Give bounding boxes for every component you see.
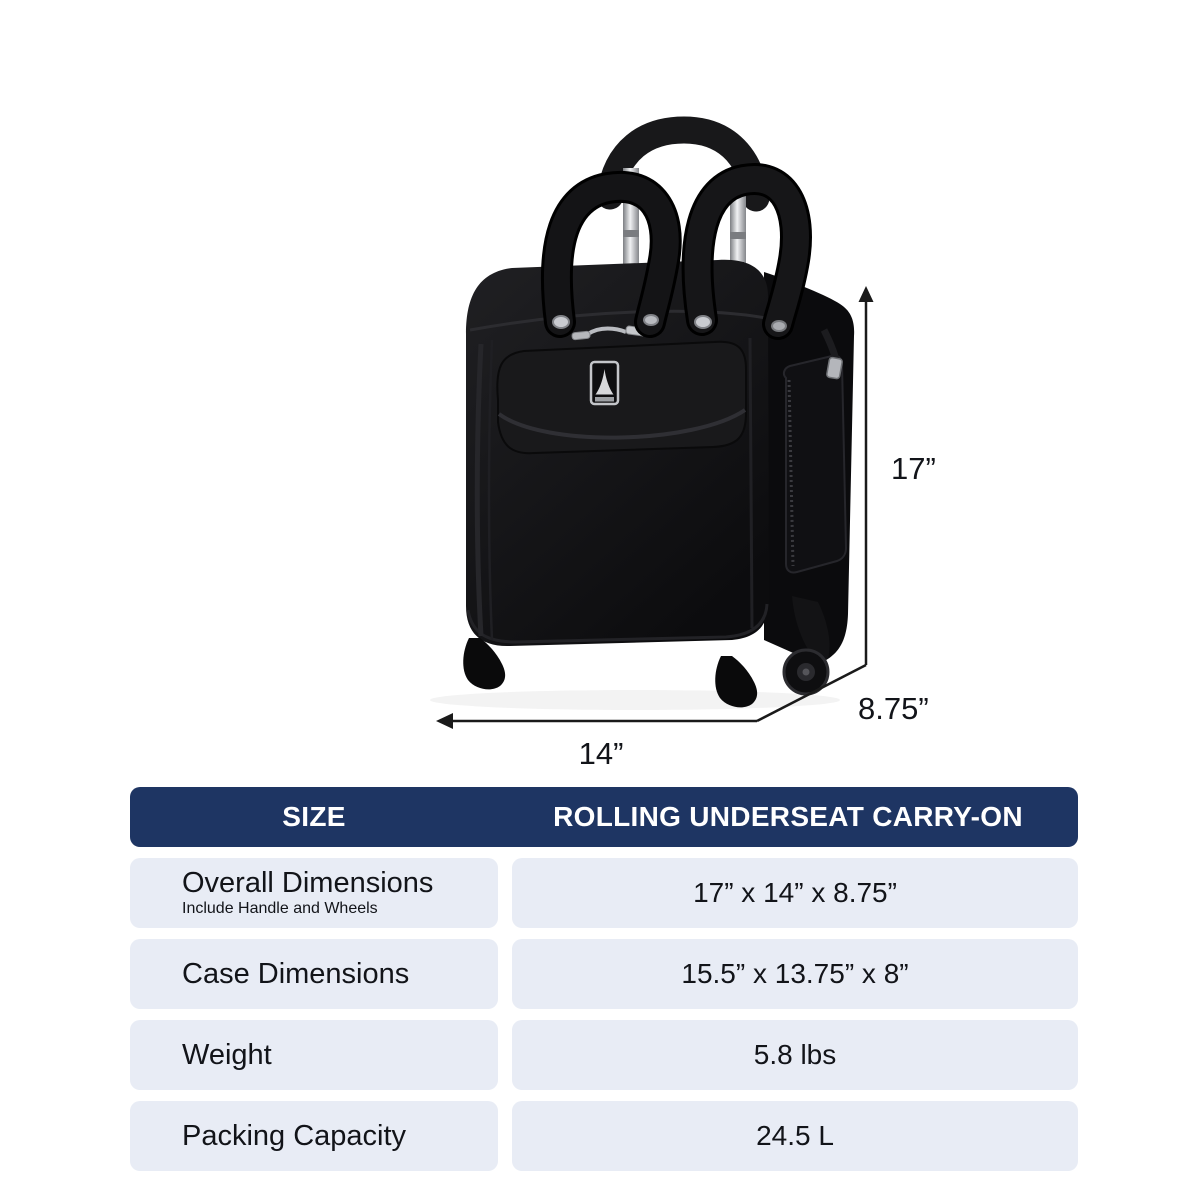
width-dimension-label: 14”: [578, 736, 624, 771]
row-label: Weight: [182, 1038, 272, 1071]
row-value-cell: 24.5 L: [512, 1101, 1078, 1171]
table-header-size: SIZE: [282, 801, 346, 832]
up-arrow-icon: [859, 286, 874, 302]
table-row: [130, 939, 1078, 1009]
ground-shadow: [430, 690, 840, 710]
table-row: [130, 1020, 1078, 1090]
size-spec-table: [130, 787, 1078, 1182]
table-row: [130, 1101, 1078, 1171]
side-pocket: [784, 330, 846, 573]
row-value-cell: 17” x 14” x 8.75”: [512, 858, 1078, 928]
row-label-cell-overall-dimensions: [130, 858, 498, 928]
table-header-product: ROLLING UNDERSEAT CARRY-ON: [553, 801, 1023, 832]
table-header: [130, 787, 1078, 847]
row-value-cell: 5.8 lbs: [512, 1020, 1078, 1090]
row-label: Overall Dimensions: [182, 867, 434, 899]
travelpro-tower-badge-icon: [591, 362, 618, 404]
row-label: Case Dimensions: [182, 957, 410, 990]
depth-dimension-label: 8.75”: [858, 691, 929, 726]
row-label: Packing Capacity: [182, 1119, 407, 1152]
row-value-cell: 15.5” x 13.75” x 8”: [512, 939, 1078, 1009]
table-row: [130, 858, 1078, 928]
row-label-cell-weight: [130, 1020, 498, 1090]
row-label-cell-packing-capacity: [130, 1101, 498, 1171]
front-pocket: [497, 342, 746, 454]
row-label-cell-case-dimensions: [130, 939, 498, 1009]
left-arrow-icon: [436, 713, 453, 729]
row-sublabel: Include Handle and Wheels: [182, 900, 378, 917]
height-dimension-label: 17”: [891, 451, 936, 486]
